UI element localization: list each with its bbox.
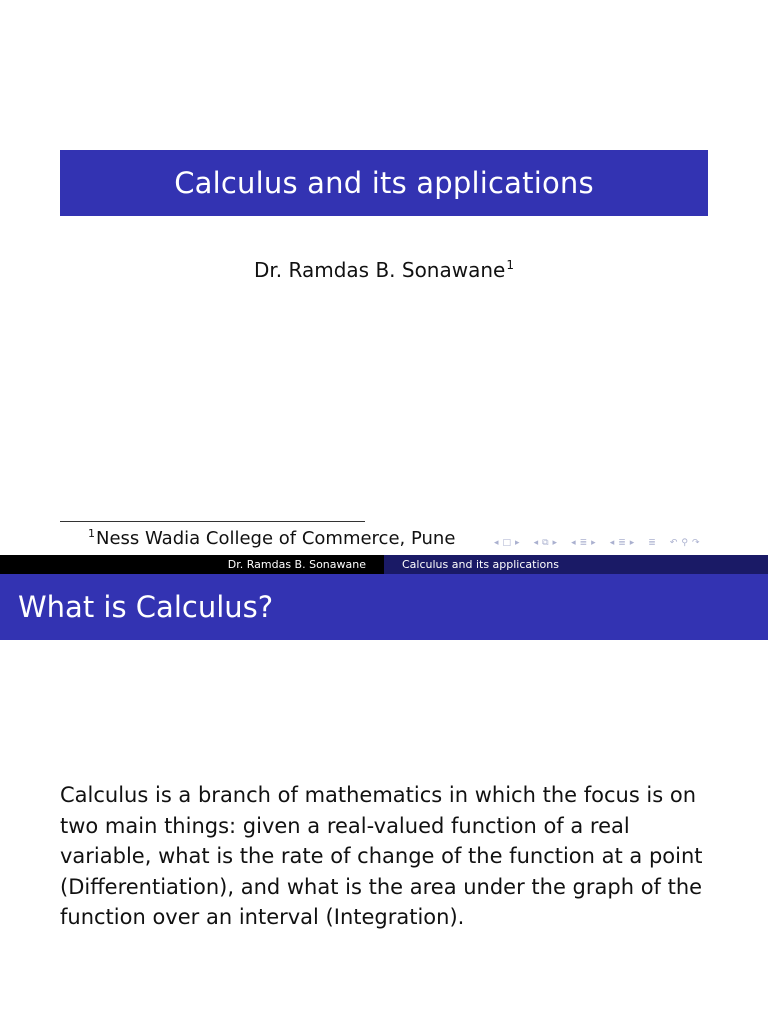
nav-prev-section-icon[interactable]: ◂ [609,538,615,548]
nav-prev-subsection-icon[interactable]: ◂ [571,538,576,548]
footer-title: Calculus and its applications [402,558,559,571]
nav-back-icon[interactable]: ↶ [669,538,678,548]
nav-next-subsection-icon[interactable]: ▸ [591,538,596,548]
nav-prev-frame-icon[interactable]: ◂ [533,538,539,548]
author-footnote-mark: 1 [506,258,514,272]
presentation-title: Calculus and its applications [174,166,594,200]
footer-title-box [384,555,768,574]
nav-subsection-icon[interactable]: ≣ [579,538,588,548]
nav-section-icon[interactable]: ≣ [618,538,626,548]
nav-frame-icon[interactable]: ⧉ [542,538,549,548]
footer-author-box [0,555,384,574]
nav-next-slide-icon[interactable]: ▸ [515,538,520,548]
nav-next-section-icon[interactable]: ▸ [629,538,635,548]
title-banner [60,150,708,216]
footnote-rule [60,521,365,522]
nav-prev-slide-icon[interactable]: ◂ [494,538,499,548]
frame-title: What is Calculus? [18,590,274,624]
nav-search-icon[interactable]: ⚲ [681,538,688,548]
nav-forward-icon[interactable]: ↷ [691,538,700,548]
frame-title-bar [0,574,768,640]
nav-slide-icon[interactable]: □ [502,538,512,548]
author-name: Dr. Ramdas B. Sonawane [254,258,506,282]
affiliation-footnote [88,527,455,549]
author-line [0,258,768,282]
footnote-mark: 1 [88,527,95,540]
nav-next-frame-icon[interactable]: ▸ [552,538,558,548]
frame-body-text: Calculus is a branch of mathematics in which the focus is on two main things: given a real-valued function of a real variable, what is the rate of change of the function at a point (Differentiation), and what is the area under the graph of the function over an interval (Integration). [60,783,703,929]
footer-bar [0,555,768,574]
affiliation-text: Ness Wadia College of Commerce, Pune [96,528,456,549]
footer-author: Dr. Ramdas B. Sonawane [227,558,366,571]
nav-appendix-icon[interactable]: ≣ [648,538,656,548]
beamer-navigation [492,535,702,551]
